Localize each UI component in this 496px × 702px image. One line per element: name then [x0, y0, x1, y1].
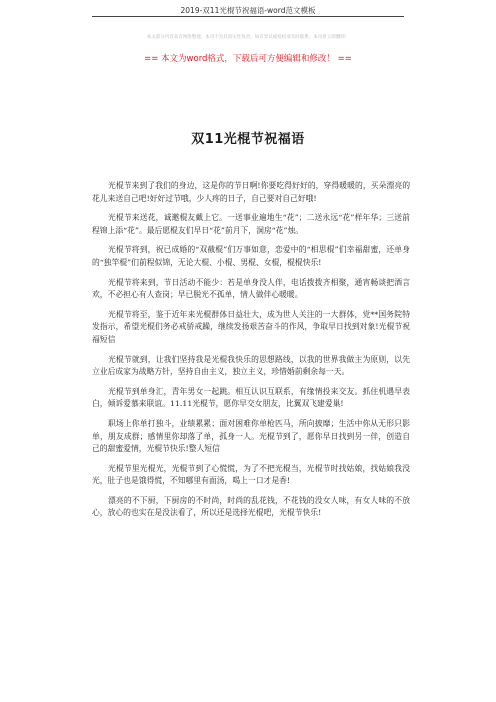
paragraph: 光棍节来到了我们的身边，这是你的节日啊!你要吃得好好的，穿得暖暖的，买朵漂亮的花儿来送自己吧!好好过节哦，少人疼的日子，自己要对自己好哦!	[92, 181, 410, 203]
paragraph: 光棍节将至，鉴于近年来光棍群体日益壮大，成为世人关注的一大群体，党**国务院特发指示，希望光棍们务必戒骄戒躁，继续发扬艰苦奋斗的作风，争取早日找到对象!光棍节祝福短信	[92, 309, 410, 344]
paragraph: 光棍节就到，让我们坚持我是光棍我快乐的思想路线，以我的世界我做主为原则，以先立业后成家为战略方针，坚持自由主义，独立主义，珍惜婚前剩余每一天。	[92, 354, 410, 377]
page-header-title: 2019-双11光棍节祝福语-word范文模板	[180, 6, 316, 15]
header-divider	[92, 16, 404, 17]
document-body	[92, 180, 410, 527]
paragraph: 光棍节将来到，节日活动不能少：若是单身没人伴，电话拨拨齐相聚，通宵畅谈把酒言欢，不必担心有人查岗；早已脱光不孤单，情人做伴心暖暖。	[92, 277, 410, 300]
paragraph: 光棍节到单身汇，青年男女一起跳。相互认识互联系，有缘情投来交友。抓住机遇早表白，倾诉爱慕来联谊。11.11光棍节，愿你早交女朋友，比翼双飞建爱巢!	[92, 386, 410, 409]
paragraph: 光棍节里光棍光，光棍节到了心慌慌，为了不把光棍当，光棍节时找姑娘，找姑娘我没光，肚子也是饿得慌，不知哪里有面汤，喝上一口才是香!	[92, 463, 410, 486]
disclaimer-text: 本文部分内容来自网络整理，本司不为其真实性负责，如有异议或侵权请及时联系，本司将立即删除！	[146, 35, 350, 40]
paragraph: 光棍节来送花，诚邀棍友戴上它。一送事业遍地生“花”；二送永远“花”样年华；三送前程锦上添“花”。最后愿棍友们早日“花”前月下，洞房“花”烛。	[92, 213, 410, 235]
paragraph: 光棍节将到，祝已成婚的“双截棍”们万事如意，恋爱中的“相思棍”们幸福甜蜜，还单身的“独竿棍”们前程似锦，无论大棍、小棍、男棍、女棍，棍棍快乐!	[92, 245, 410, 267]
paragraph: 漂亮的不下厨，下厨房的不时尚，时尚的乱花钱，不花钱的没女人味，有女人味的不放心，放心的也实在是没法看了，所以还是选择光棍吧，光棍节快乐!	[92, 495, 410, 518]
format-notice: == 本文为word格式，下载后可方便编辑和修改！ ==	[144, 54, 352, 64]
paragraph: 职场上你单打独斗，业绩累累；面对困难你单枪匹马，所向披靡；生活中你从无形只影单，朋友成群；感情里你却落了单，孤身一人。光棍节到了，愿你早日找到另一伴，创造自己的甜蜜爱情，光棍节快乐!整人短信	[92, 418, 410, 454]
document-title: 双11光棍节祝福语	[191, 132, 305, 147]
